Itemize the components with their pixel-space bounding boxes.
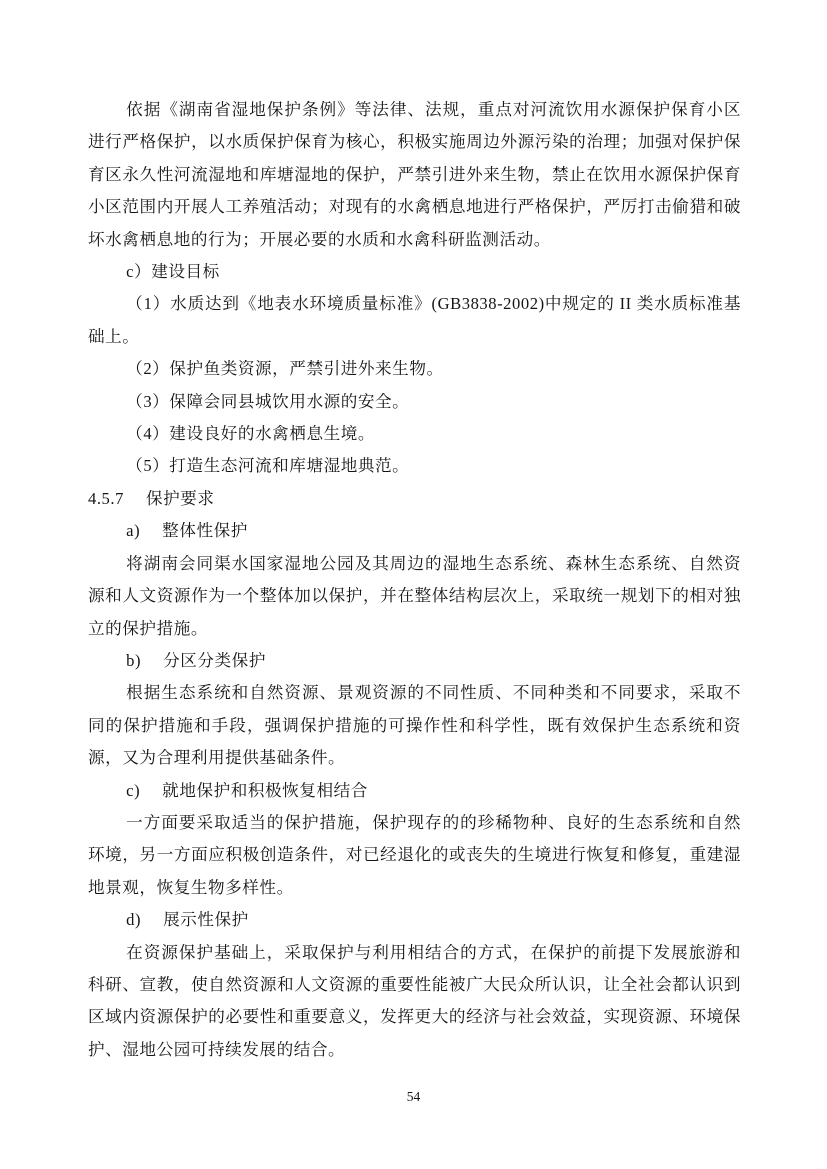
subsection-c-label: c)	[126, 780, 141, 800]
goals-heading: c）建设目标	[126, 262, 220, 282]
subsection-c-paragraph: 一方面要采取适当的保护措施，保护现存的的珍稀物种、良好的生态系统和自然环境，另一方面应积极创造条件，对已经退化的或丧失的生境进行恢复和修复，重建湿地景观，恢复生物多样性。	[88, 812, 741, 897]
subsection-a-label: a)	[126, 521, 141, 541]
page-footer	[0, 1089, 827, 1105]
subsection-b-heading	[88, 645, 741, 677]
subsection-a-paragraph: 将湖南会同渠水国家湿地公园及其周边的湿地生态系统、森林生态系统、自然资源和人文资源作为一个整体加以保护，并在整体结构层次上，采取统一规划下的相对独立的保护措施。	[88, 553, 741, 638]
goal-item-5: （5）打造生态河流和库塘湿地典范。	[126, 456, 410, 476]
subsection-d-label: d)	[126, 910, 142, 930]
subsection-d-heading	[88, 904, 741, 936]
subsection-c-heading	[88, 775, 741, 807]
goal-item-3: （3）保障会同县城饮用水源的安全。	[126, 391, 410, 411]
intro-paragraph: 依据《湖南省湿地保护条例》等法律、法规，重点对河流饮用水源保护保育小区进行严格保护，以水质保护保育为核心，积极实施周边外源污染的治理；加强对保护保育区永久性河流湿地和库塘湿地的保护，严禁引进外来生物，禁止在饮用水源保护保育小区范围内开展人工养殖活动；对现有的水禽栖息地进行严格保护，严厉打击偷猎和破坏水禽栖息地的行为；开展必要的水质和水禽科研监测活动。	[88, 100, 741, 249]
subsection-a-title: 整体性保护	[162, 521, 248, 541]
goal-item-1: （1）水质达到《地表水环境质量标准》(GB3838-2002)中规定的 II 类水质标准基础上。	[88, 294, 741, 346]
subsection-b-label: b)	[126, 650, 142, 670]
section-heading	[88, 483, 741, 515]
subsection-d-title: 展示性保护	[163, 910, 249, 930]
subsection-b-title: 分区分类保护	[163, 650, 266, 670]
document-body	[88, 94, 741, 1066]
goal-item-4: （4）建设良好的水禽栖息生境。	[126, 424, 376, 444]
subsection-c-title: 就地保护和积极恢复相结合	[162, 780, 368, 800]
subsection-a-heading	[88, 515, 741, 547]
section-number: 4.5.7	[88, 488, 124, 508]
page-number: 54	[406, 1089, 421, 1104]
goal-item-2: （2）保护鱼类资源，严禁引进外来生物。	[126, 359, 444, 379]
subsection-d-paragraph: 在资源保护基础上，采取保护与利用相结合的方式，在保护的前提下发展旅游和科研、宣教，使自然资源和人文资源的重要性能被广大民众所认识，让全社会都认识到区域内资源保护的必要性和重要意义，发挥更大的经济与社会效益，实现资源、环境保护、湿地公园可持续发展的结合。	[88, 942, 741, 1059]
section-title: 保护要求	[145, 488, 215, 508]
subsection-b-paragraph: 根据生态系统和自然资源、景观资源的不同性质、不同种类和不同要求，采取不同的保护措施和手段，强调保护措施的可操作性和科学性，既有效保护生态系统和资源，又为合理利用提供基础条件。	[88, 683, 741, 768]
